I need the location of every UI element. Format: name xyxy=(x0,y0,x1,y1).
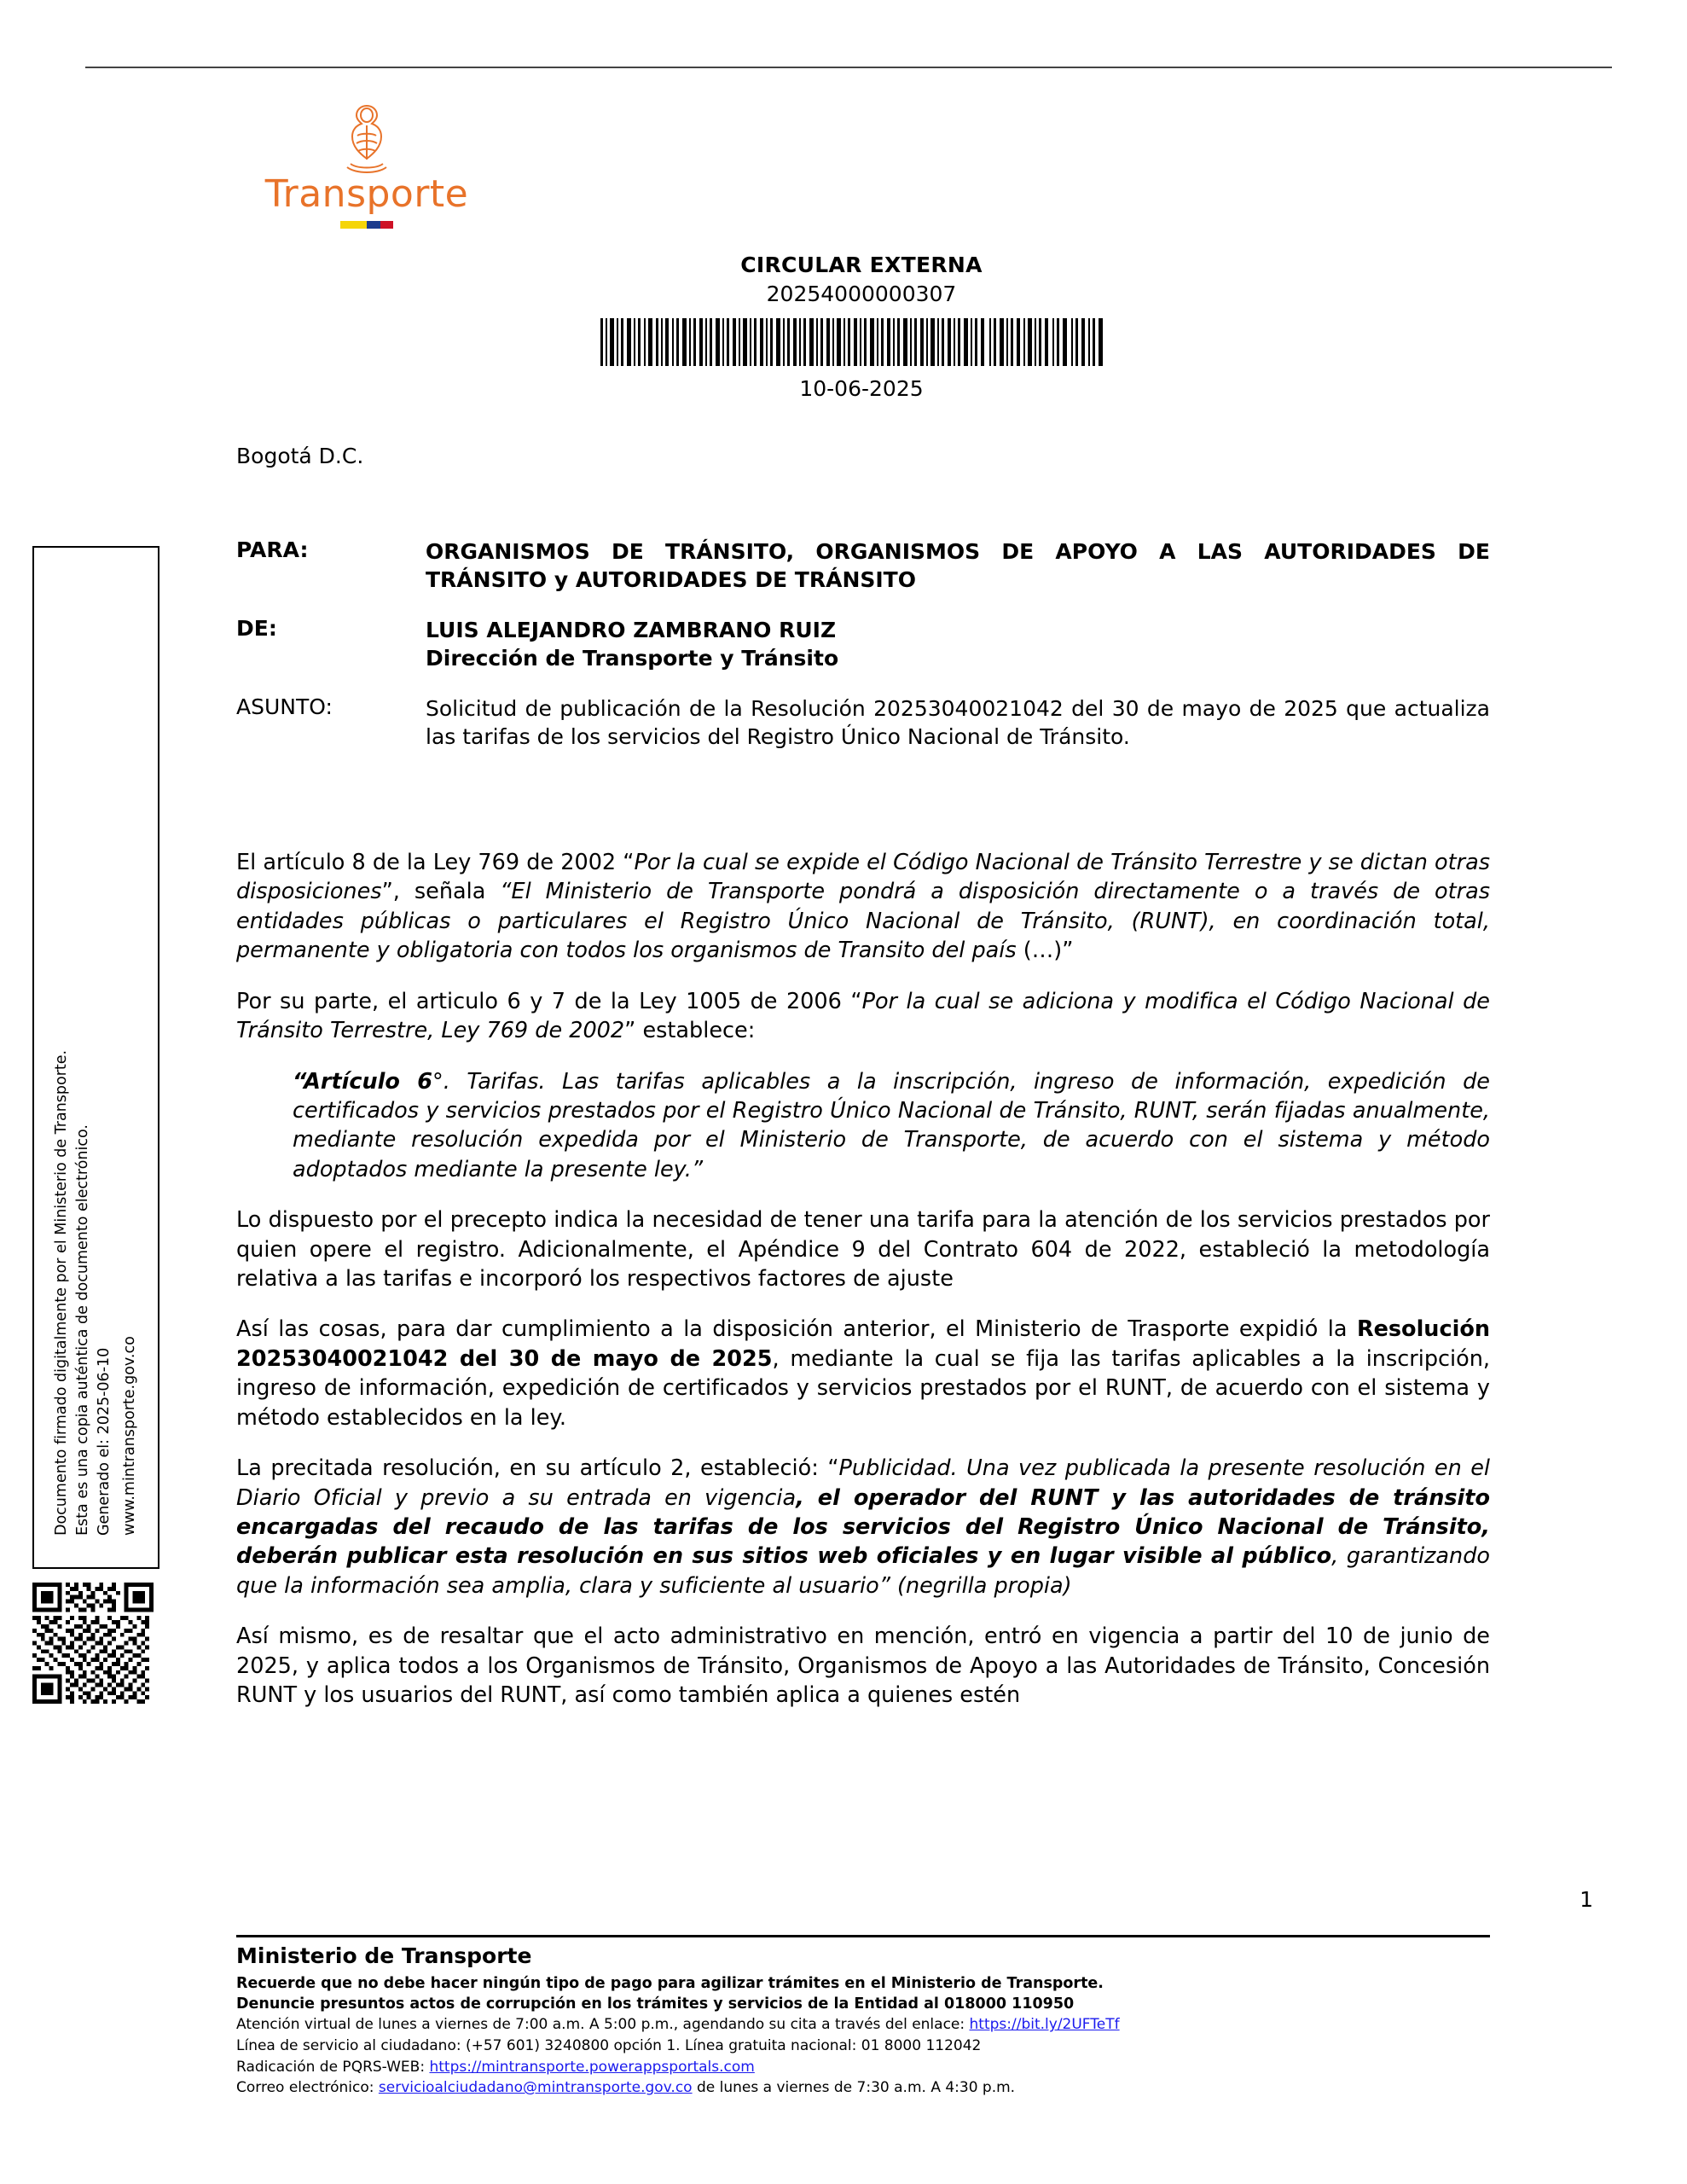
city-line: Bogotá D.C. xyxy=(236,444,364,468)
quote-heading: “Artículo 6 xyxy=(293,1068,432,1095)
p1-part-c: (…)” xyxy=(1016,938,1074,964)
quote-text: °. Tarifas. Las tarifas aplicables a la inscripción, ingreso de información, expedición de certificados y servicios prestados por el Registro Único Nacional de Tránsito, RUNT, serán fijadas anualmente, mediante resolución expedida por el Ministerio de Transporte, de acuerdo con el sistema y método adoptados mediante la presente ley.” xyxy=(293,1068,1490,1182)
para-value: ORGANISMOS DE TRÁNSITO, ORGANISMOS DE APOYO A LAS AUTORIDADES DE TRÁNSITO y AUTORIDADES DE TRÁNSITO xyxy=(426,539,1490,592)
document-type-title: CIRCULAR EXTERNA xyxy=(740,253,983,277)
p4-resolution-reference: Resolución 20253040021042 del 30 de mayo de 2025 xyxy=(236,1316,1490,1372)
paragraph-4 xyxy=(236,1315,1490,1432)
signature-note-line3: Generado el: 2025-06-10 xyxy=(95,1347,113,1536)
paragraph-5 xyxy=(236,1454,1490,1600)
body-spacer xyxy=(236,773,1490,848)
page-footer xyxy=(236,1943,1516,2099)
p5-italic-2: , garantizando que la información sea amplia, clara y suficiente al usuario” (negrilla propia) xyxy=(236,1543,1490,1599)
appointment-link[interactable]: https://bit.ly/2UFTeTf xyxy=(969,2016,1120,2034)
p2-part-b: ” establece: xyxy=(624,1018,756,1044)
footer-line-4-hours: de lunes a viernes de 7:30 a.m. A 4:30 p.m. xyxy=(692,2079,1016,2097)
p1-italic-2: “El Ministerio de Transporte pondrá a disposición directamente o a través de otras entidades públicas o particulares el Registro Único Nacional de Tránsito, (RUNT), en coordinación total, permanente y obligatoria con todos los organismos de Transito del país xyxy=(236,879,1490,964)
de-value-role: Dirección de Transporte y Tránsito xyxy=(426,646,839,671)
website-note[interactable] xyxy=(119,1336,141,1536)
colombia-shield-icon xyxy=(335,102,398,174)
qr-code-image xyxy=(32,1583,154,1704)
p5-part-a: La precitada resolución, en su artículo 2, estableció: “ xyxy=(236,1455,839,1482)
document-number: 20254000000307 xyxy=(766,282,957,306)
paragraph-1 xyxy=(236,848,1490,966)
header-divider xyxy=(85,67,1612,68)
footer-line-4 xyxy=(236,2077,1516,2099)
colombia-flag-icon xyxy=(340,221,393,229)
footer-entity: Ministerio de Transporte xyxy=(236,1943,532,1968)
p1-italic-1: Por la cual se expide el Código Nacional de Tránsito Terrestre y se dictan otras disposiciones xyxy=(236,850,1490,905)
field-asunto xyxy=(236,694,1490,751)
email-link[interactable]: servicioalciudadano@mintransporte.gov.co xyxy=(378,2079,693,2097)
p5-bold-highlight: , el operador del RUNT y las autoridades de tránsito encargadas del recaudo de las tarifas de los servicios del Registro Único Nacional de Tránsito, deberán publicar esta resolución en sus sitios web oficiales y en lugar visible al público xyxy=(236,1484,1490,1570)
document-body xyxy=(236,537,1490,1732)
quote-articulo-6 xyxy=(236,1067,1490,1185)
p2-part-a: Por su parte, el articulo 6 y 7 de la Ley 1005 de 2006 “ xyxy=(236,988,862,1014)
footer-line-1-text: Atención virtual de lunes a viernes de 7:00 a.m. A 5:00 p.m., agendando su cita a través del enlace: xyxy=(236,2016,970,2034)
footer-line-1 xyxy=(236,2014,1516,2036)
field-para xyxy=(236,537,1490,594)
de-value xyxy=(426,616,1490,672)
paragraph-3: Lo dispuesto por el precepto indica la necesidad de tener una tarifa para la atención de los servicios prestados por quien opere el registro. Adicionalmente, el Apéndice 9 del Contrato 604 de 2022, estableció la metodología relativa a las tarifas e incorporó los respectivos factores de ajuste xyxy=(236,1207,1490,1292)
footer-warning-1: Recuerde que no debe hacer ningún tipo de pago para agilizar trámites en el Ministerio de Transporte. xyxy=(236,1975,1104,1992)
p5-italic-1: Publicidad. Una vez publicada la presente resolución en el Diario Oficial y previo a su entrada en vigencia xyxy=(236,1455,1490,1511)
paragraph-2 xyxy=(236,987,1490,1046)
field-de xyxy=(236,616,1490,672)
paragraph-6: Así mismo, es de resaltar que el acto administrativo en mención, entró en vigencia a partir del 10 de junio de 2025, y aplica todos a los Organismos de Tránsito, Organismos de Apoyo a las Autoridades de Tránsito, Concesión RUNT y los usuarios del RUNT, así como también aplica a quienes estén xyxy=(236,1623,1490,1709)
p1-part-b: ”, señala xyxy=(381,879,501,905)
logo-wordmark: Transporte xyxy=(264,172,469,216)
footer-line-3 xyxy=(236,2057,1516,2078)
footer-divider xyxy=(236,1935,1490,1937)
p4-part-b: , mediante la cual se fija las tarifas aplicables a la inscripción, ingreso de información, expedición de certificados y servicios prestados por el RUNT, de acuerdo con el sistema y método establecidos en la ley. xyxy=(236,1345,1490,1431)
de-label: DE: xyxy=(236,616,277,641)
footer-warning-2: Denuncie presuntos actos de corrupción en los trámites y servicios de la Entidad al 018000 110950 xyxy=(236,1995,1075,2013)
document-header xyxy=(478,253,1245,401)
document-date: 10-06-2025 xyxy=(799,376,924,401)
barcode-image xyxy=(597,318,1126,371)
footer-line-4-text: Correo electrónico: xyxy=(236,2079,379,2097)
pqrs-link[interactable]: https://mintransporte.powerappsportals.com xyxy=(429,2058,755,2076)
website-url[interactable]: www.mintransporte.gov.co xyxy=(121,1336,138,1536)
asunto-value: Solicitud de publicación de la Resolución 20253040021042 del 30 de mayo de 2025 que actualiza las tarifas de los servicios del Registro Único Nacional de Tránsito. xyxy=(426,696,1490,749)
p2-italic: Por la cual se adiciona y modifica el Código Nacional de Tránsito Terrestre, Ley 769 de 2002 xyxy=(236,988,1490,1044)
signature-note-line2: Esta es una copia auténtica de documento electrónico. xyxy=(73,1124,91,1536)
asunto-label: ASUNTO: xyxy=(236,694,333,719)
de-value-name: LUIS ALEJANDRO ZAMBRANO RUIZ xyxy=(426,618,837,642)
p4-part-a: Así las cosas, para dar cumplimiento a la disposición anterior, el Ministerio de Trasporte expidió la xyxy=(236,1316,1357,1343)
page-number: 1 xyxy=(1580,1887,1593,1912)
footer-line-3-text: Radicación de PQRS-WEB: xyxy=(236,2058,430,2076)
p1-part-a: El artículo 8 de la Ley 769 de 2002 “ xyxy=(236,850,635,875)
signature-note xyxy=(51,1050,115,1536)
para-label: PARA: xyxy=(236,537,309,562)
footer-line-2: Línea de servicio al ciudadano: (+57 601) 3240800 opción 1. Línea gratuita nacional: 01 8000 112042 xyxy=(236,2036,982,2054)
signature-note-line1: Documento firmado digitalmente por el Ministerio de Transporte. xyxy=(53,1049,70,1536)
ministry-logo xyxy=(230,102,503,229)
